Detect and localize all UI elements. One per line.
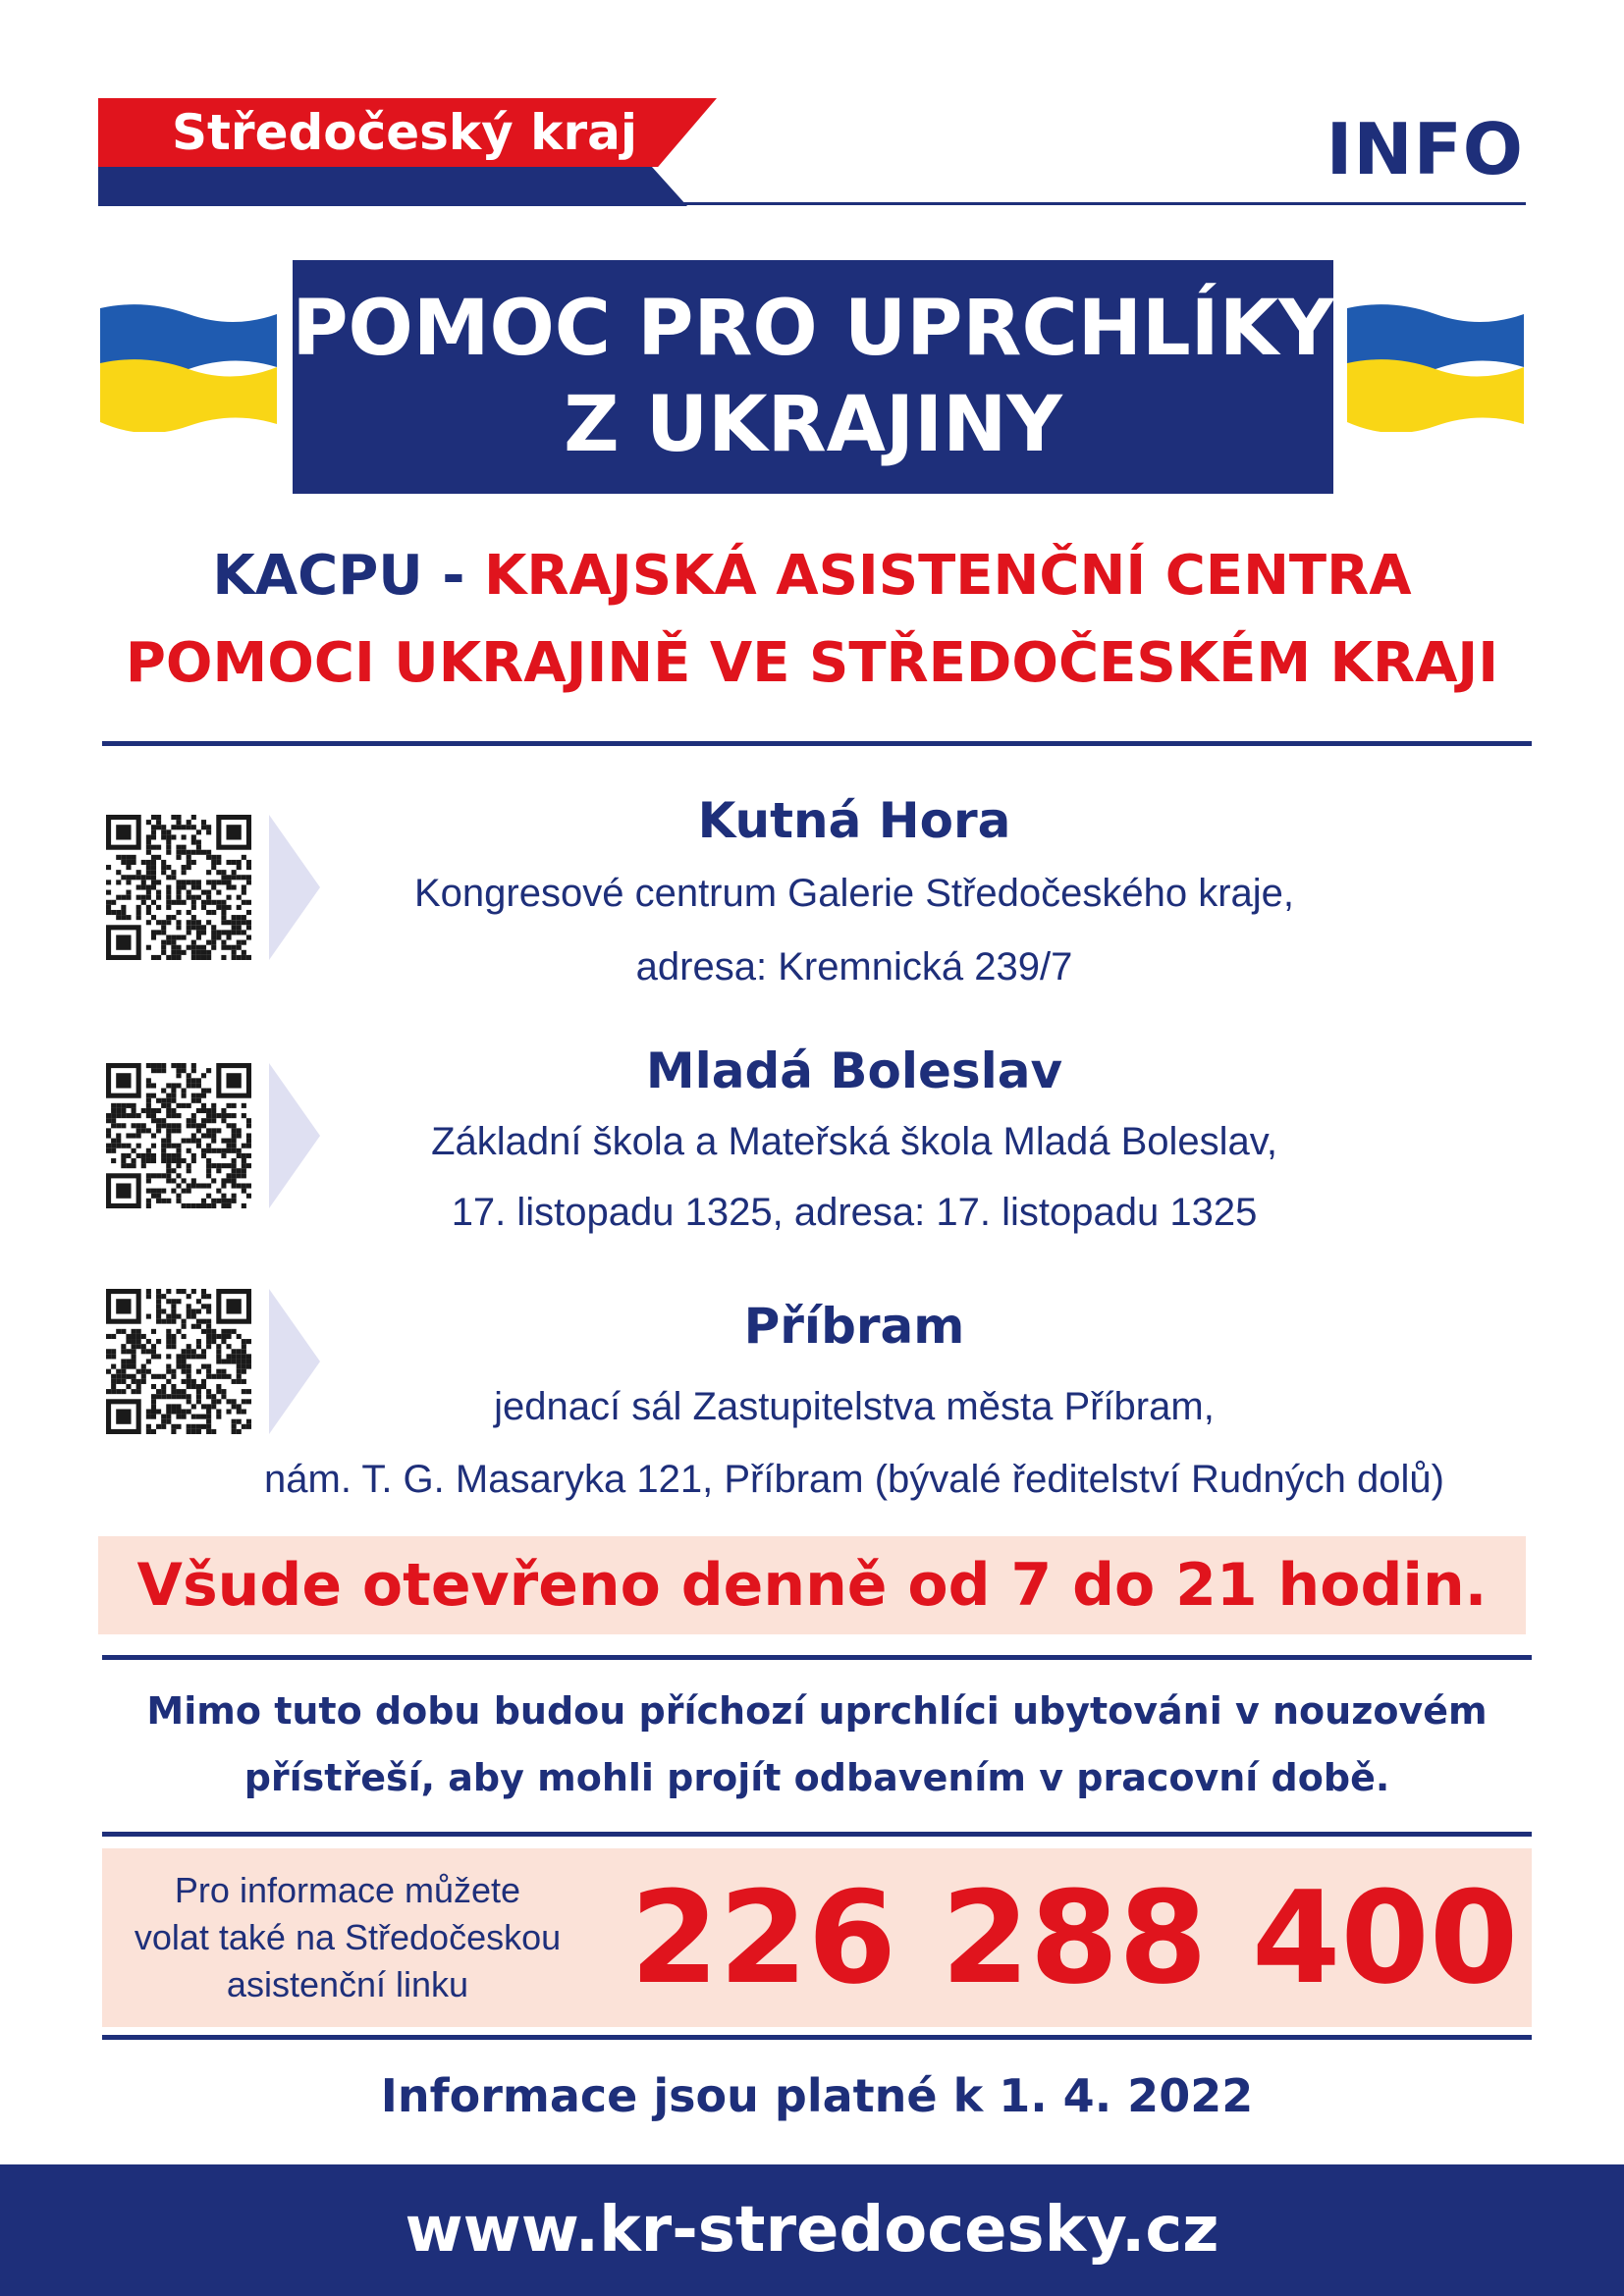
qr-code-icon xyxy=(106,1289,251,1434)
chevron-right-icon xyxy=(269,815,320,960)
phone-info xyxy=(102,1848,593,2027)
phone-number: 226 288 400 xyxy=(629,1863,1519,2012)
header-navy-band xyxy=(98,167,687,206)
center-name: Příbram xyxy=(743,1298,965,1355)
center-address-line: nám. T. G. Masaryka 121, Příbram (bývalé ředitelství Rudných dolů) xyxy=(264,1458,1444,1501)
center-name: Mladá Boleslav xyxy=(645,1042,1063,1099)
title-box xyxy=(293,260,1333,494)
region-name: Středočeský kraj xyxy=(172,104,637,161)
ukraine-flag-icon xyxy=(1347,304,1524,432)
title-line-2: Z UKRAJINY xyxy=(564,381,1062,469)
header-rule xyxy=(677,202,1526,205)
subtitle-prefix: KACPU - xyxy=(212,544,484,608)
website-link[interactable]: www.kr-stredocesky.cz xyxy=(405,2194,1219,2267)
center-address-line: adresa: Kremnická 239/7 xyxy=(635,945,1073,988)
divider xyxy=(102,741,1532,746)
opening-hours: Všude otevřeno denně od 7 do 21 hodin. xyxy=(136,1551,1488,1620)
qr-code-icon xyxy=(106,1063,251,1208)
info-label: INFO xyxy=(1326,108,1524,190)
outside-hours-line-1: Mimo tuto dobu budou příchozí uprchlíci ubytováni v nouzovém xyxy=(146,1689,1488,1733)
center-address-line: 17. listopadu 1325, adresa: 17. listopadu 1325 xyxy=(451,1191,1258,1234)
subtitle-red-text: KRAJSKÁ ASISTENČNÍ CENTRA xyxy=(484,544,1412,608)
subtitle-line-2: POMOCI UKRAJINĚ VE STŘEDOČESKÉM KRAJI xyxy=(125,631,1499,695)
divider xyxy=(102,1832,1532,1837)
divider xyxy=(102,1655,1532,1660)
chevron-right-icon xyxy=(269,1063,320,1208)
chevron-right-icon xyxy=(269,1289,320,1434)
validity-note: Informace jsou platné k 1. 4. 2022 xyxy=(380,2069,1254,2122)
title-line-1: POMOC PRO UPRCHLÍKY xyxy=(292,285,1334,373)
outside-hours-line-2: přístřeší, aby mohli projít odbavením v pracovní době. xyxy=(244,1756,1390,1799)
qr-code-icon xyxy=(106,815,251,960)
ukraine-flag-icon xyxy=(100,304,277,432)
subtitle-line-1 xyxy=(79,533,1545,619)
center-address-line: Kongresové centrum Galerie Středočeského kraje, xyxy=(413,872,1294,915)
center-address-line: jednací sál Zastupitelstva města Příbram, xyxy=(494,1385,1215,1428)
center-address-line: Základní škola a Mateřská škola Mladá Boleslav, xyxy=(431,1120,1277,1163)
footer xyxy=(0,2164,1624,2296)
phone-info-line: Pro informace můžete xyxy=(174,1870,521,1910)
phone-info-line: asistenční linku xyxy=(226,1964,469,2004)
phone-box xyxy=(102,1848,1532,2027)
opening-hours-box xyxy=(98,1536,1526,1634)
center-name: Kutná Hora xyxy=(697,792,1011,849)
phone-info-line: volat také na Středočeskou xyxy=(134,1917,562,1957)
divider xyxy=(102,2035,1532,2040)
